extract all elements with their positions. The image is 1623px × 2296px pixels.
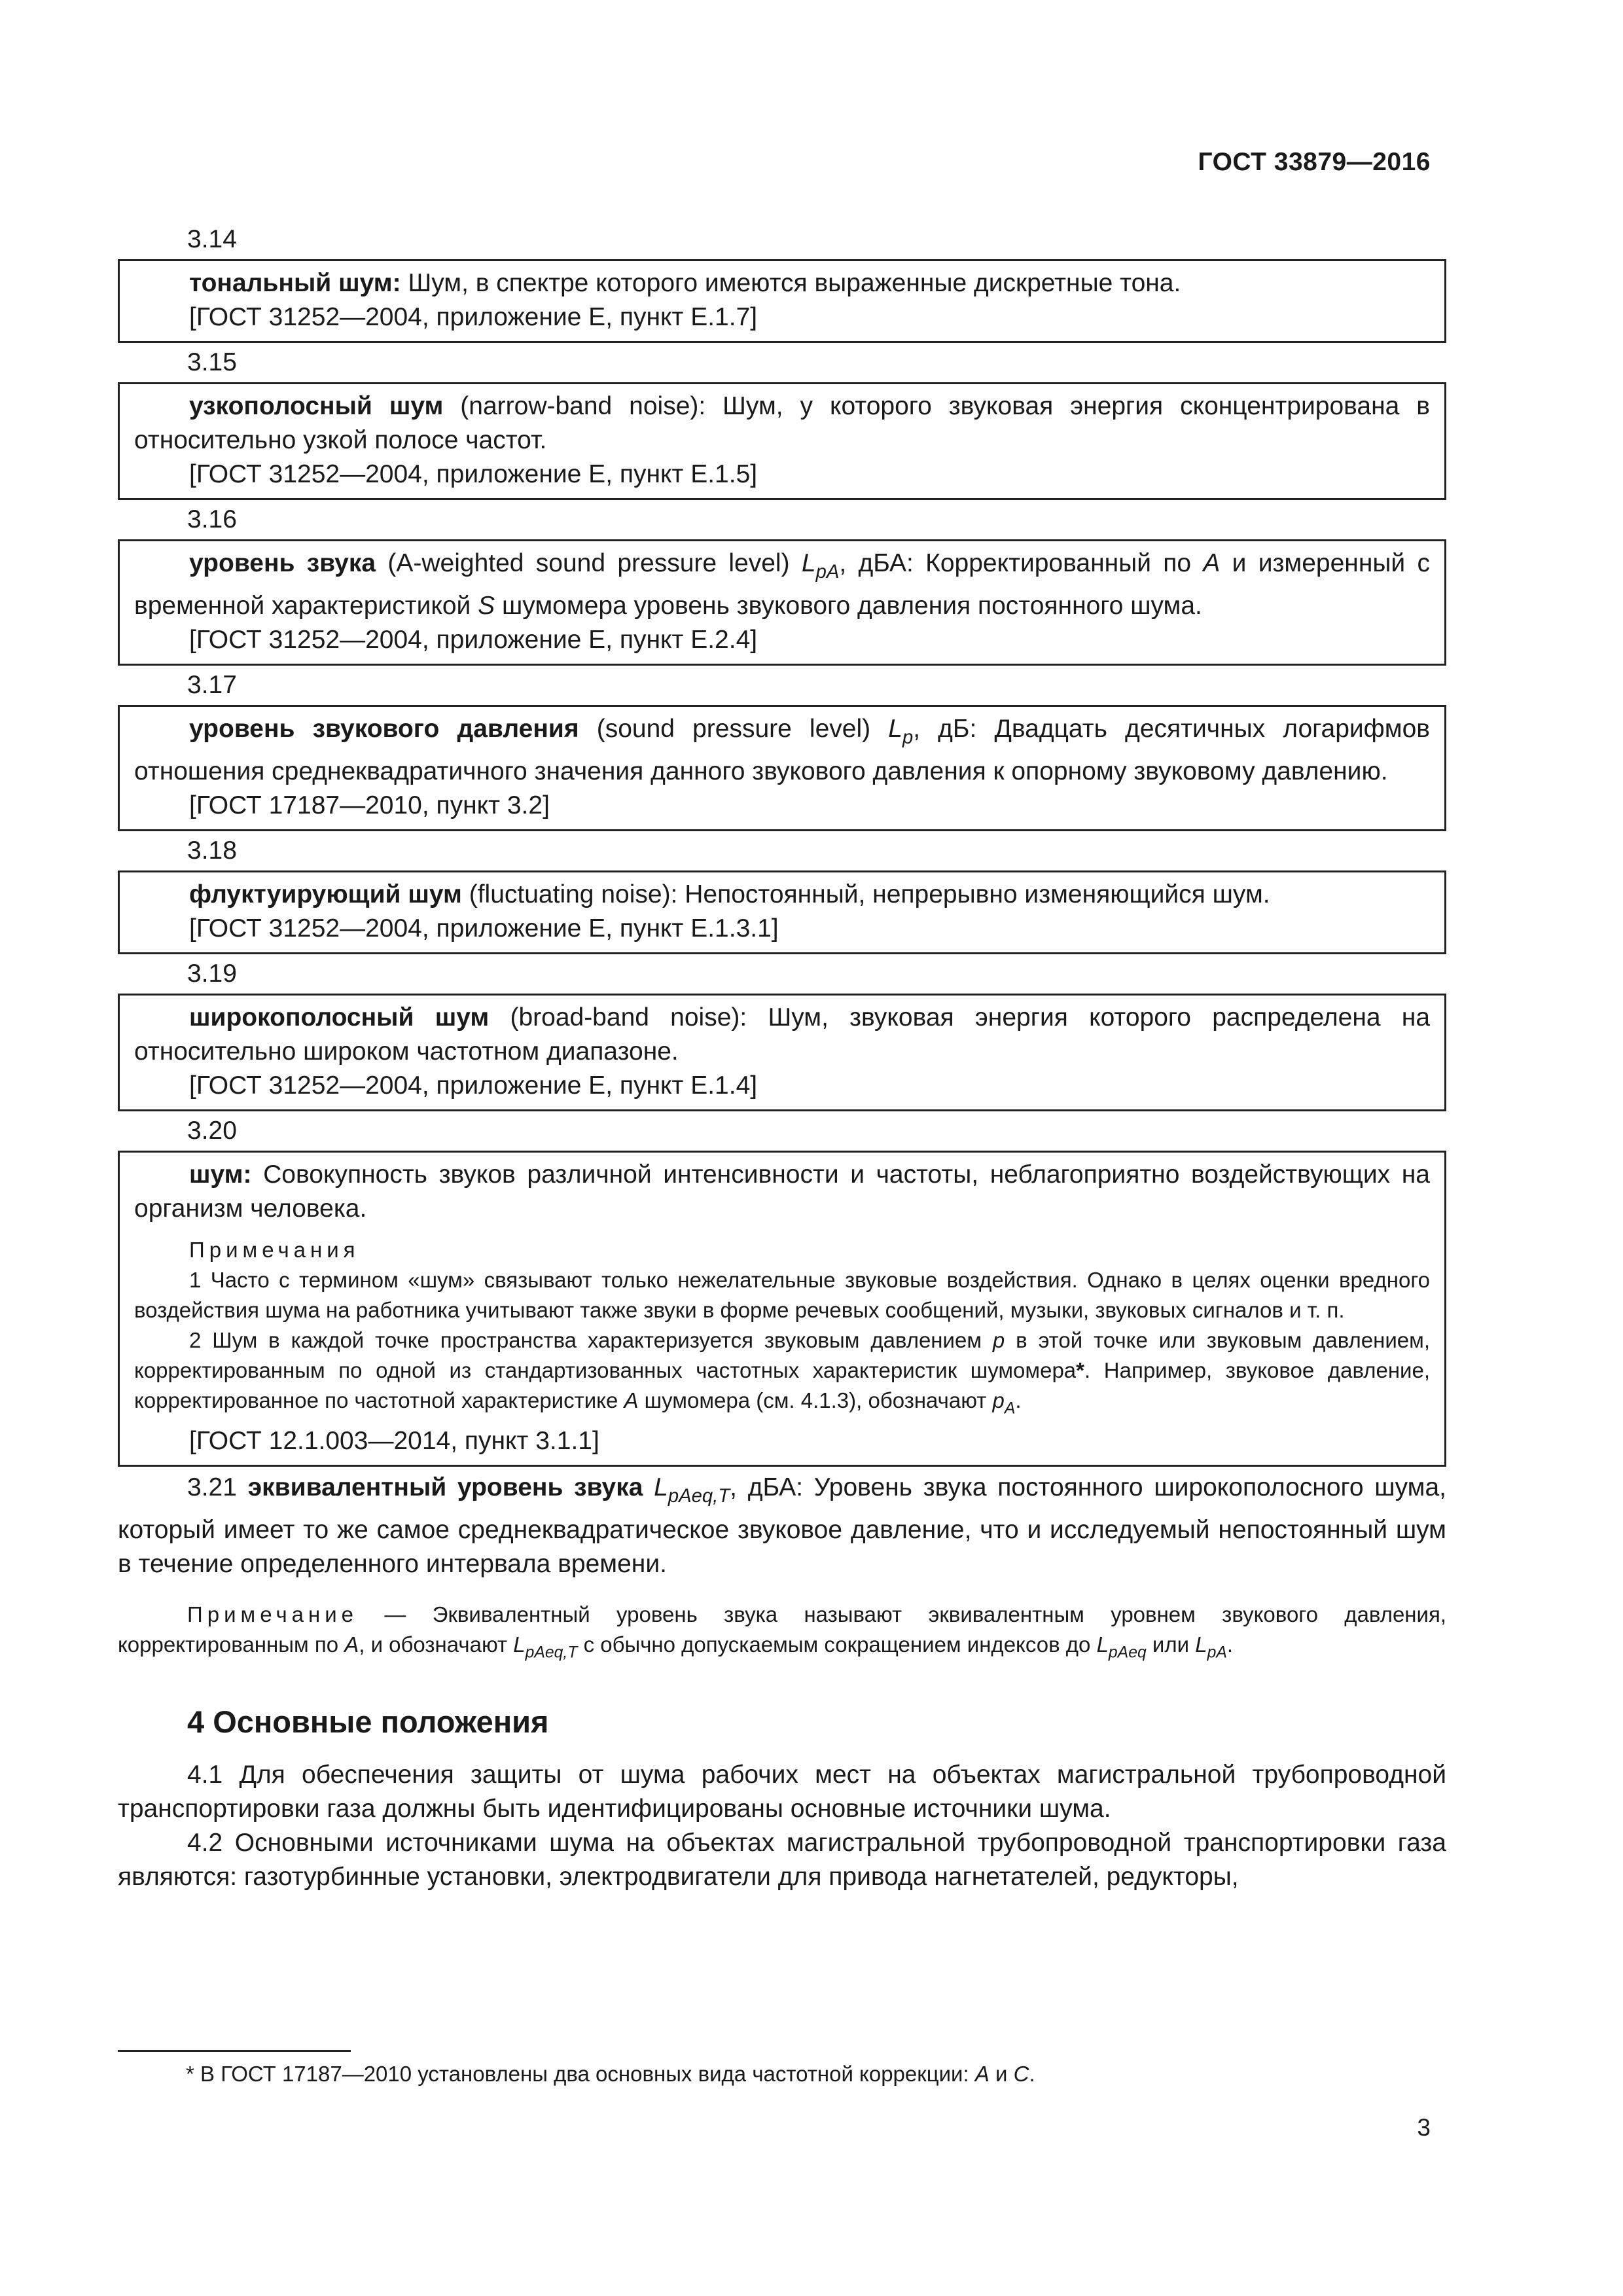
page-number: 3 [1417, 2114, 1431, 2141]
term-3-21 [118, 1471, 1446, 1581]
definition-text: (narrow-band noise): Шум, у которого звуковая энергия сконцентрирована в относительно узкой полосе частот. [134, 392, 1430, 454]
definition-text: Шум, в спектре которого имеются выраженные дискретные тона. [401, 269, 1181, 297]
definition-text: (A-weighted sound pressure level) [376, 549, 802, 577]
definition-text: , дБА: Корректированный по [839, 549, 1204, 577]
term-name: уровень звука [189, 549, 376, 577]
note-text: . [1226, 1632, 1234, 1657]
definition-text: , дБА: Уровень звука постоянного широкополосного шума, который имеет то же самое среднеквадратическое звуковое давление, что и исследуемый непостоянный шум в течение определенного интервала времени. [118, 1473, 1446, 1579]
standard-header: ГОСТ 33879—2016 [1198, 148, 1431, 176]
footnote-text: и [989, 2062, 1014, 2086]
note-text: . Например, звуковое давление, корректированное по частотной характеристике [134, 1358, 1430, 1413]
symbol-l: L [513, 1632, 526, 1657]
symbol-l: L [1096, 1632, 1109, 1657]
symbol-a: A [974, 2062, 990, 2086]
term-box-3-20 [118, 1151, 1446, 1467]
definition-text: шумомера уровень звукового давления постоянного шума. [495, 592, 1202, 620]
term-number-3-14: 3.14 [187, 225, 237, 253]
definition-text: (fluctuating noise): Непостоянный, непрерывно изменяющийся шум. [461, 880, 1270, 909]
footnote-marker: * [186, 2062, 194, 2086]
footnote-marker: * [1076, 1358, 1084, 1383]
term-number-3-17: 3.17 [187, 671, 237, 700]
term-definition [134, 878, 1430, 912]
term-source: [ГОСТ 31252—2004, приложение Е, пункт Е.2.4] [189, 626, 758, 655]
symbol-subscript: pAeq [1108, 1644, 1147, 1662]
term-source: [ГОСТ 31252—2004, приложение Е, пункт Е.1.3.1] [189, 914, 779, 943]
symbol-p: p [992, 1388, 1005, 1413]
term-box-3-19 [118, 994, 1446, 1111]
term-name: широкополосный шум [189, 1003, 490, 1032]
note-text: 2 Шум в каждой точке пространства характеризуется звуковым давлением [189, 1328, 993, 1353]
note-1: 1 Часто с термином «шум» связывают только нежелательные звуковые воздействия. Однако в целях оценки вредного воздействия шума на работника учитывают также звуки в форме речевых сообщений, музыки, звуковых сигналов и т. п. [134, 1268, 1430, 1323]
note-label: Примечание [187, 1602, 359, 1627]
definition-text: (broad-band noise): Шум, звуковая энергия которого распределена на относительно широком частотном диапазоне. [134, 1003, 1431, 1066]
term-name: эквивалентный уровень звука [247, 1473, 643, 1502]
term-number-3-21: 3.21 [187, 1473, 237, 1502]
note-text: или [1146, 1632, 1196, 1657]
footnote-text: В ГОСТ 17187—2010 установлены два основных вида частотной коррекции: [194, 2062, 975, 2086]
footnote-divider [118, 2050, 351, 2052]
term-source: [ГОСТ 31252—2004, приложение Е, пункт Е.1.5] [189, 460, 758, 488]
term-box-3-17 [118, 705, 1446, 831]
term-source: [ГОСТ 17187—2010, пункт 3.2] [189, 791, 550, 820]
document-body [118, 220, 1446, 1894]
note-text: с обычно допускаемым сокращением индексов до [577, 1632, 1097, 1657]
symbol-p: p [992, 1328, 1005, 1353]
term-definition [134, 266, 1430, 300]
term-box-3-14 [118, 259, 1446, 343]
term-definition [134, 547, 1430, 623]
notes-block [134, 1235, 1430, 1424]
term-number-3-16: 3.16 [187, 505, 237, 533]
note-text: шумомера (см. 4.1.3), обозначают [638, 1388, 993, 1413]
note-3-21 [118, 1600, 1446, 1668]
symbol-subscript: pAeq,T [525, 1644, 578, 1662]
paragraph-4-2: 4.2 Основными источниками шума на объектах магистральной трубопроводной транспортировки газа являются: газотурбинные установки, электродвигатели для привода нагнетателей, редукторы, [118, 1829, 1446, 1892]
symbol-subscript: pA [1207, 1644, 1227, 1662]
definition-text: Совокупность звуков различной интенсивности и частоты, неблагоприятно воздействующих на организм человека. [134, 1160, 1430, 1223]
symbol-subscript: pAeq,T [668, 1486, 730, 1507]
symbol-a: A [1203, 549, 1221, 577]
symbol-a: A [624, 1388, 639, 1413]
term-definition [134, 389, 1430, 457]
symbol-l: L [654, 1473, 668, 1502]
symbol-l: L [888, 715, 902, 744]
definition-text: (sound pressure level) [579, 715, 889, 744]
notes-title: Примечания [189, 1238, 360, 1263]
term-number-3-19: 3.19 [187, 960, 237, 988]
note-text: , и обозначают [359, 1632, 514, 1657]
definition-text: , дБ: Двадцать десятичных логарифмов отношения среднеквадратичного значения данного звукового давления к опорному звуковому давлению. [134, 715, 1430, 786]
symbol-subscript: p [902, 727, 914, 749]
term-name: шум: [189, 1160, 252, 1189]
term-number-3-20: 3.20 [187, 1117, 237, 1145]
note-text: — Эквивалентный уровень звука называют эквивалентным уровнем звукового давления, корректированным по [118, 1602, 1446, 1657]
symbol-c: C [1013, 2062, 1029, 2086]
term-box-3-15 [118, 382, 1446, 500]
note-text: . [1015, 1388, 1022, 1413]
term-number-3-18: 3.18 [187, 836, 237, 865]
term-box-3-16 [118, 539, 1446, 666]
note-text: в этой точке или звуковым давлением, корректированным по одной из стандартизованных частотных характеристик шумомера [134, 1328, 1430, 1383]
definition-text: и измеренный с временной характеристикой [134, 549, 1430, 620]
term-number-3-15: 3.15 [187, 348, 237, 376]
term-source: [ГОСТ 31252—2004, приложение Е, пункт Е.1.7] [189, 303, 758, 331]
footnote-text: . [1029, 2062, 1035, 2086]
term-box-3-18 [118, 870, 1446, 954]
term-definition [134, 712, 1430, 789]
section-4-title: 4 Основные положения [187, 1704, 549, 1740]
footnote [186, 2062, 1035, 2087]
term-source: [ГОСТ 31252—2004, приложение Е, пункт Е.1.4] [189, 1071, 758, 1100]
paragraph-4-1: 4.1 Для обеспечения защиты от шума рабочих мест на объектах магистральной трубопроводной транспортировки газа должны быть идентифицированы основные источники шума. [118, 1761, 1446, 1823]
symbol-subscript: A [1004, 1400, 1016, 1418]
term-definition [134, 1001, 1430, 1069]
term-definition [134, 1158, 1430, 1226]
term-name: тональный шум: [189, 269, 401, 297]
symbol-a: A [344, 1632, 359, 1657]
symbol-subscript: pA [815, 562, 840, 583]
term-name: узкополосный шум [189, 392, 444, 420]
symbol-l: L [1195, 1632, 1207, 1657]
term-name: флуктуирующий шум [189, 880, 462, 909]
symbol-l: L [801, 549, 816, 577]
term-source: [ГОСТ 12.1.003—2014, пункт 3.1.1] [189, 1427, 599, 1456]
symbol-s: S [478, 592, 495, 620]
note-2 [134, 1325, 1430, 1424]
term-name: уровень звукового давления [189, 715, 579, 744]
